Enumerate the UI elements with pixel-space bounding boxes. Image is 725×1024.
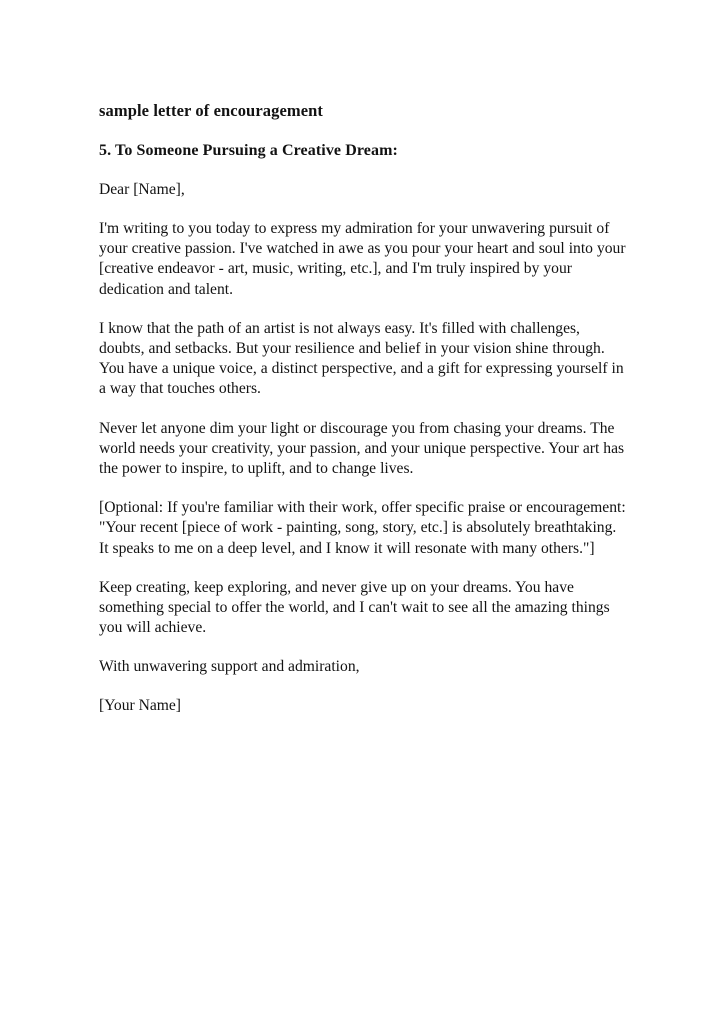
section-heading: 5. To Someone Pursuing a Creative Dream:: [99, 142, 398, 159]
letter-body: [99, 101, 627, 716]
body-paragraph-2: I know that the path of an artist is not always easy. It's filled with challenges, doubts, and setbacks. But your resilience and belief in your vision shine through. You have a unique voice, a distinct perspective, and a gift for expressing yourself in a way that touches others.: [99, 319, 624, 398]
page-title: sample letter of encouragement: [99, 101, 324, 120]
body-paragraph-3: Never let anyone dim your light or discourage you from chasing your dreams. The world needs your creativity, your passion, and your unique perspective. Your art has the power to inspire, to uplift, and to change lives.: [99, 419, 625, 478]
body-paragraph-1: I'm writing to you today to express my admiration for your unwavering pursuit of your creative passion. I've watched in awe as you pour your heart and soul into your [creative endeavor - art, music, writing, etc.], and I'm truly inspired by your dedication and talent.: [99, 220, 626, 298]
body-paragraph-optional: [Optional: If you're familiar with their work, offer specific praise or encouragement: "Your recent [piece of work - painting, song, story, etc.] is absolutely breathtaking. It speaks to me on a deep level, and I know it will resonate with many others."]: [99, 499, 626, 557]
closing-line: With unwavering support and admiration,: [99, 658, 360, 676]
body-paragraph-5: Keep creating, keep exploring, and never give up on your dreams. You have something special to offer the world, and I can't wait to see all the amazing things you will achieve.: [99, 578, 610, 637]
signature-line: [Your Name]: [99, 697, 182, 715]
salutation: Dear [Name],: [99, 181, 185, 198]
